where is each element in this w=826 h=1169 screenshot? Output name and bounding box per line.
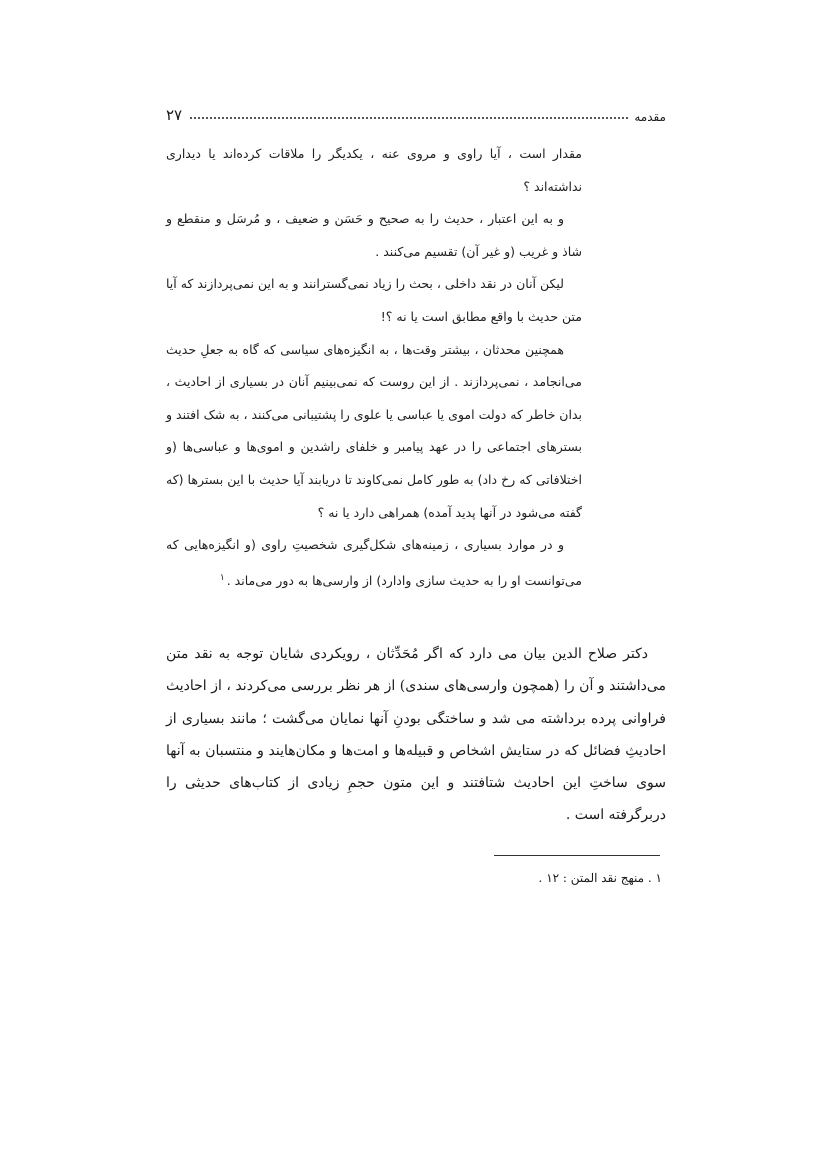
footnote-marker: ۱ — [219, 572, 225, 583]
footnote: ۱ . منهج نقد المتن : ۱۲ . — [538, 871, 662, 885]
quote-paragraph-last — [166, 529, 582, 597]
quote-paragraph-text: و در موارد بسیاری ، زمینه‌های شکل‌گیری شخصیتِ راوی (و انگیزه‌هایی که می‌توانست او را به حدیث سازی وادارد) از وارسی‌ها به دور می‌ماند . — [166, 537, 582, 588]
footnote-divider — [494, 855, 660, 856]
quote-paragraph: همچنین محدثان ، بیشتر وقت‌ها ، به انگیزه‌های سیاسی که گاه به جعلِ حدیث می‌انجامد ، نمی‌پردازند . از این روست که نمی‌بینیم آنان در بسیاری از احادیث ، بدان خاطر که دولت اموی یا عباسی یا علوی را پشتیبانی می‌کنند ، به شک افتند و بسترهای اجتماعی را در عهد پیامبر و خلفای راشدین و اموی‌ها و عباسی‌ها (و اختلافاتی که رخ داد) به طور کامل نمی‌کاوند تا دریابند آیا حدیث با این بسترها (که گفته می‌شود در آنها پدید آمده) همراهی دارد یا نه ؟ — [166, 341, 582, 520]
header-leader-dots — [190, 116, 628, 119]
running-header — [166, 100, 666, 124]
running-title: مقدمه — [634, 110, 666, 124]
quote-paragraph: لیکن آنان در نقد داخلی ، بحث را زیاد نمی‌گسترانند و به این نمی‌پردازند که آیا متن حدیث با واقع مطابق است یا نه ؟! — [166, 276, 582, 324]
body-paragraph — [166, 638, 666, 832]
quote-paragraph: مقدار است ، آیا راوی و مروی عنه ، یکدیگر را ملاقات کرده‌اند یا دیداری نداشته‌اند ؟ — [166, 146, 582, 194]
quoted-passage — [166, 138, 582, 597]
page-number: ۲۷ — [166, 106, 183, 124]
quote-paragraph: و به این اعتبار ، حدیث را به صحیح و حَسَن و ضعیف ، و مُرسَل و منقطع و شاذ و غریب (و غیر آن) تقسیم می‌کنند . — [166, 211, 582, 259]
body-paragraph-text: دکتر صلاح الدین بیان می دارد که اگر مُحَدِّثان ، رویکردی شایان توجه به نقد متن می‌داشتند و آن را (همچون وارسی‌های سندی) از هر نظر بررسی می‌کردند ، از احادیث فراوانی پرده برداشته می شد و ساختگی بودنِ آنها نمایان می‌گشت ؛ مانند بسیاری از احادیثِ فضائل که در ستایش اشخاص و قبیله‌ها و امت‌ها و مکان‌هایند و منتسبان به آنها سوی ساختِ این احادیث شتافتند و این متون حجمِ زیادی از کتاب‌های حدیثی را دربرگرفته است . — [166, 646, 666, 824]
